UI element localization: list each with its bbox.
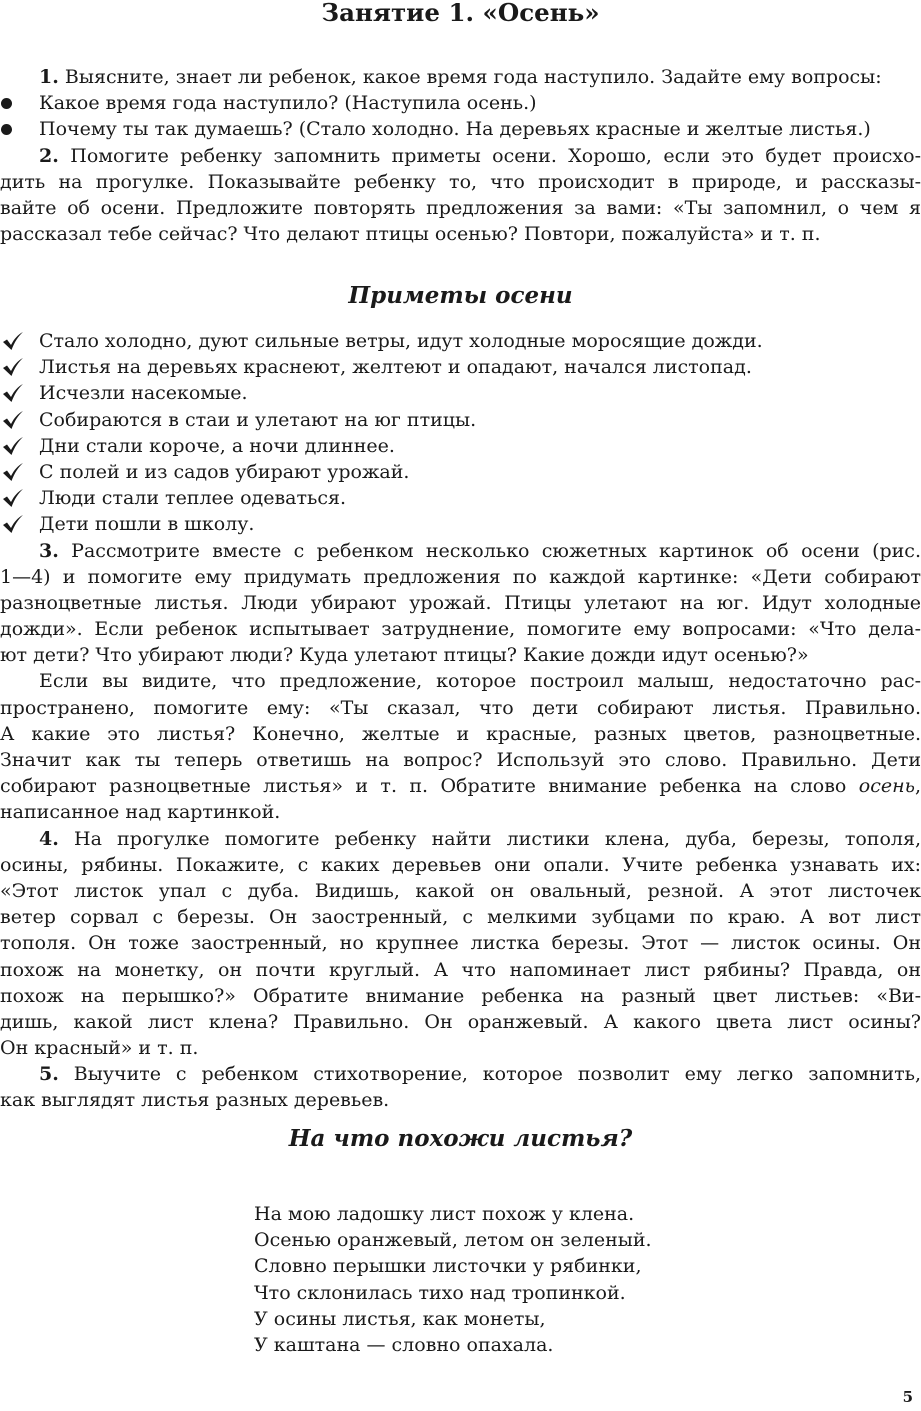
paragraph-3b-line bbox=[0, 773, 921, 799]
poem-line: У осины листья, как монеты, bbox=[254, 1307, 546, 1330]
checklist-item-text: С полей и из садов убирают урожай. bbox=[39, 460, 410, 483]
checklist-item-text: Исчезли насекомые. bbox=[39, 382, 248, 405]
text-line: На прогулке помогите ребенку найти листики клена, дуба, березы, тополя, bbox=[58, 827, 921, 850]
paragraph-4-line: Он красный» и т. п. bbox=[0, 1037, 199, 1060]
paragraph-3-line: дожди». Если ребенок испытывает затруднение, помогите ему вопросами: «Что дела- bbox=[0, 618, 921, 641]
paragraph-5-line: как выглядят листья разных деревьев. bbox=[0, 1089, 390, 1112]
checklist-item bbox=[0, 485, 921, 511]
page-title: Занятие 1. «Осень» bbox=[321, 0, 600, 27]
paragraph-2-line: вайте об осени. Предложите повторять предложения за вами: «Ты запомнил, о чем я bbox=[0, 196, 921, 219]
poem-line: Словно перышки листочки у рябинки, bbox=[254, 1255, 642, 1278]
checklist-item-text: Дети пошли в школу. bbox=[39, 513, 255, 536]
paragraph-2-line: рассказал тебе сейчас? Что делают птицы осенью? Повтори, пожалуйста» и т. п. bbox=[0, 223, 821, 246]
page-number: 5 bbox=[902, 1388, 913, 1406]
poem-title: На что похожи листья? bbox=[288, 1125, 633, 1152]
paragraph-number: 2. bbox=[39, 144, 59, 167]
paragraph-3b-line: А какие это листья? Конечно, желтые и красные, разных цветов, разноцветные. bbox=[0, 722, 921, 745]
checklist-item-text: Стало холодно, дуют сильные ветры, идут холодные моросящие дожди. bbox=[39, 330, 763, 352]
paragraph-3-line: разноцветные листья. Люди убирают урожай. Птицы улетают на юг. Идут холодные bbox=[0, 591, 921, 614]
checkmark-icon bbox=[2, 436, 24, 456]
poem bbox=[254, 1201, 652, 1358]
text-line: Помогите ребенку запомнить приметы осени. Хорошо, если это будет происхо- bbox=[58, 144, 921, 167]
section-heading-signs: Приметы осени bbox=[348, 282, 573, 309]
checklist-item bbox=[0, 433, 921, 459]
paragraph-3b-line: написанное над картинкой. bbox=[0, 801, 281, 824]
emphasized-word: осень bbox=[858, 775, 915, 798]
checklist-item bbox=[0, 511, 921, 537]
paragraph-number: 1. bbox=[39, 66, 59, 88]
paragraph-1 bbox=[0, 64, 921, 90]
paragraph-2-line: дить на прогулке. Показывайте ребенку то, что происходит в природе, и рассказы- bbox=[0, 170, 921, 193]
checklist-item bbox=[0, 407, 921, 433]
checkmark-icon bbox=[2, 357, 24, 377]
paragraph-number: 5. bbox=[39, 1063, 59, 1086]
checkmark-icon bbox=[2, 462, 24, 482]
paragraph-3-line bbox=[0, 538, 921, 564]
list-item-text: Какое время года наступило? (Наступила осень.) bbox=[39, 92, 537, 115]
paragraph-4-line: осины, рябины. Покажите, с каких деревьев они опали. Учите ребенка узнавать их: bbox=[0, 853, 921, 876]
paragraph-4-line: дишь, какой лист клена? Правильно. Он оранжевый. А какого цвета лист осины? bbox=[0, 1010, 921, 1033]
list-item bbox=[0, 116, 921, 142]
text-line: Выучите с ребенком стихотворение, которое позволит ему легко запомнить, bbox=[58, 1063, 921, 1086]
paragraph-3-line: 1—4) и помогите ему придумать предложения по каждой картинке: «Дети собирают bbox=[0, 565, 921, 588]
paragraph-4-line: «Этот листок упал с дуба. Видишь, какой он овальный, резной. А этот листочек bbox=[0, 879, 921, 902]
poem-line: Осенью оранжевый, летом он зеленый. bbox=[254, 1229, 652, 1252]
checklist-item bbox=[0, 328, 921, 354]
checklist-item-text: Люди стали теплее одеваться. bbox=[39, 487, 346, 510]
checklist-item bbox=[0, 459, 921, 485]
paragraph-4-line: тополя. Он тоже заостренный, но крупнее листка березы. Этот — листок осины. Он bbox=[0, 932, 921, 955]
poem-line: На мою ладошку лист похож у клена. bbox=[254, 1203, 635, 1225]
paragraph-4-line bbox=[0, 826, 921, 852]
checklist-item-text: Дни стали короче, а ночи длиннее. bbox=[39, 434, 395, 457]
checkmark-icon bbox=[2, 410, 24, 430]
checklist-item bbox=[0, 380, 921, 406]
checkmark-icon bbox=[2, 514, 24, 534]
list-item bbox=[0, 90, 921, 116]
text-line: Рассмотрите вместе с ребенком несколько сюжетных картинок об осени (рис. bbox=[58, 539, 921, 562]
checklist-item bbox=[0, 354, 921, 380]
paragraph-5-line bbox=[0, 1061, 921, 1087]
paragraph-4-line: ветер сорвал с березы. Он заостренный, с мелкими зубцами по краю. А вот лист bbox=[0, 906, 921, 929]
paragraph-4-line: похож на перышко?» Обратите внимание ребенка на разный цвет листьев: «Ви- bbox=[0, 984, 921, 1007]
poem-line: У каштана — словно опахала. bbox=[254, 1333, 554, 1356]
bullet-icon bbox=[1, 124, 12, 135]
bullet-icon bbox=[1, 98, 12, 109]
paragraph-number: 3. bbox=[39, 539, 59, 562]
checkmark-icon bbox=[2, 331, 24, 351]
paragraph-text: Выясните, знает ли ребенок, какое время года наступило. Задайте ему вопросы: bbox=[58, 66, 882, 88]
paragraph-2-line bbox=[0, 143, 921, 169]
checkmark-icon bbox=[2, 383, 24, 403]
checklist-item-text: Собираются в стаи и улетают на юг птицы. bbox=[39, 408, 477, 431]
paragraph-3-line: ют дети? Что убирают люди? Куда улетают птицы? Какие дожди идут осенью?» bbox=[0, 644, 809, 667]
checklist-item-text: Листья на деревьях краснеют, желтеют и опадают, начался листопад. bbox=[39, 356, 752, 379]
list-item-text: Почему ты так думаешь? (Стало холодно. На деревьях красные и желтые листья.) bbox=[39, 118, 871, 141]
paragraph-4-line: похож на монетку, он почти круглый. А что напоминает лист рябины? Правда, он bbox=[0, 958, 921, 981]
signs-checklist bbox=[0, 328, 921, 1114]
section-intro bbox=[0, 64, 921, 247]
paragraph-3b-line: Значит как ты теперь ответишь на вопрос? Используй это слово. Правильно. Дети bbox=[0, 749, 921, 771]
text-segment: , bbox=[914, 775, 921, 798]
paragraph-3b-line: пространено, помогите ему: «Ты сказал, что дети собирают листья. Правильно. bbox=[0, 696, 921, 719]
poem-line: Что склонилась тихо над тропинкой. bbox=[254, 1281, 626, 1304]
checkmark-icon bbox=[2, 488, 24, 508]
text-segment: собирают разноцветные листья» и т. п. Обратите внимание ребенка на слово bbox=[0, 775, 859, 798]
paragraph-3b-line: Если вы видите, что предложение, которое построил малыш, недостаточно рас- bbox=[39, 670, 921, 693]
paragraph-number: 4. bbox=[39, 827, 59, 850]
